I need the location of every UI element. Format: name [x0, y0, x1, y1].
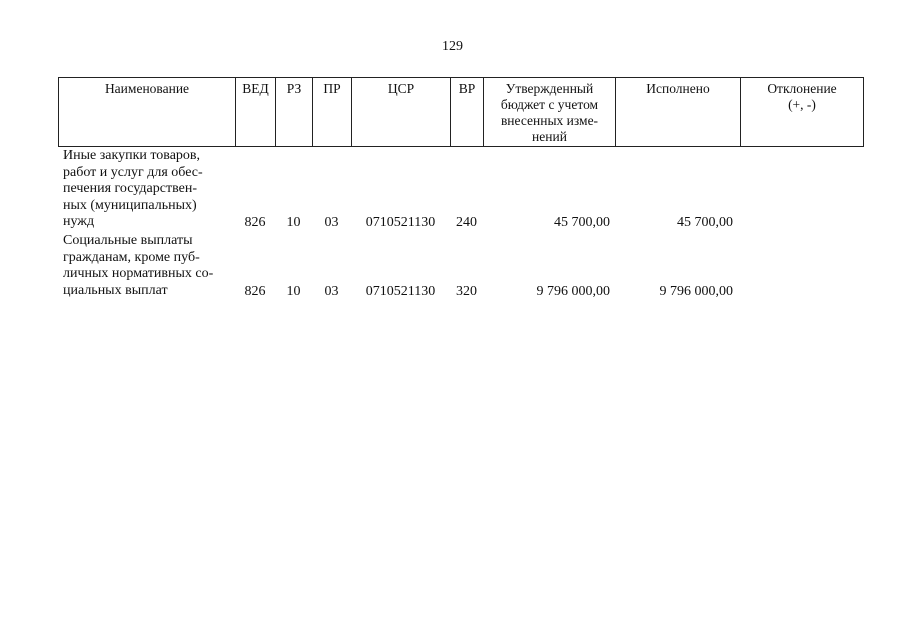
- row-csr: 0710521130: [365, 215, 436, 231]
- row-vr: 240: [456, 215, 477, 231]
- row-rz: 10: [286, 284, 301, 300]
- page-number: 129: [442, 39, 463, 54]
- row-csr: 0710521130: [365, 284, 436, 300]
- table-header: [58, 77, 864, 147]
- row-ved: 826: [244, 284, 266, 300]
- row-rz: 10: [286, 215, 301, 231]
- row-pr: 03: [324, 215, 339, 231]
- table-row: [58, 148, 864, 232]
- header-rz: РЗ: [276, 78, 313, 147]
- header-pr: ПР: [313, 78, 352, 147]
- header-executed: Исполнено: [616, 78, 741, 147]
- header-approved: Утвержденный бюджет с учетом внесенных изме- нений: [484, 78, 616, 147]
- row-ved: 826: [244, 215, 266, 231]
- header-csr: ЦСР: [352, 78, 451, 147]
- row-pr: 03: [324, 284, 339, 300]
- row-executed: 45 700,00: [677, 215, 733, 231]
- row-name: Иные закупки товаров, работ и услуг для обес- печения государствен- ных (муниципальных) нужд: [63, 148, 203, 230]
- header-name: Наименование: [59, 78, 236, 147]
- header-vr: ВР: [451, 78, 484, 147]
- row-name: Социальные выплаты гражданам, кроме пуб- личных нормативных со- циальных выплат: [63, 233, 214, 298]
- row-approved: 45 700,00: [554, 215, 610, 231]
- table-row: [58, 233, 864, 301]
- row-executed: 9 796 000,00: [659, 284, 733, 300]
- header-ved: ВЕД: [236, 78, 276, 147]
- header-deviation: Отклонение (+, -): [767, 81, 837, 112]
- row-vr: 320: [456, 284, 477, 300]
- row-approved: 9 796 000,00: [536, 284, 610, 300]
